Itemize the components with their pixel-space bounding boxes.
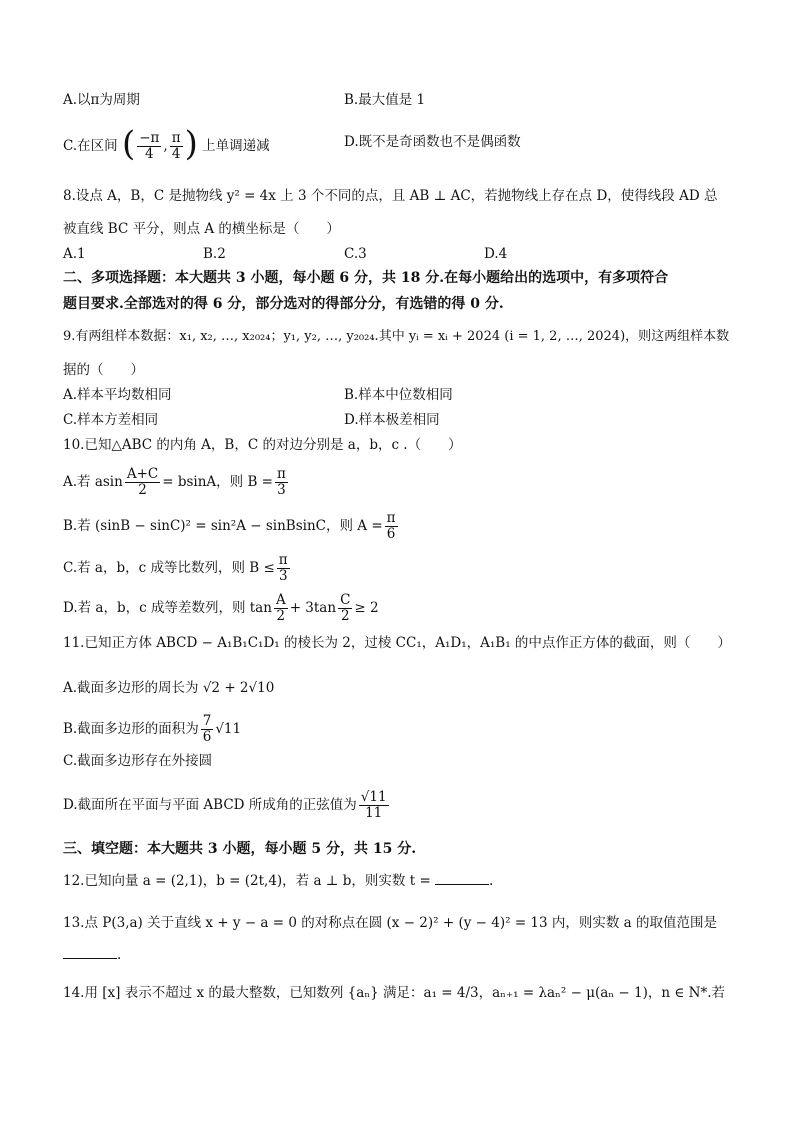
q11-option-a: A.截面多边形的周长为 √2 + 2√10 bbox=[63, 680, 275, 696]
q11-option-b: B.截面多边形的面积为 $\frac{7}{6}$ √11 bbox=[63, 713, 242, 745]
q7-frac-pi-4: $\frac{\pi}{4}$ bbox=[171, 130, 181, 162]
q8-stem-line1: 8.设点 A，B，C 是抛物线 y² = 4x 上 3 个不同的点，且 AB ⊥ AC，若抛物线上存在点 D，使得线段 AD 总 bbox=[63, 188, 718, 204]
q10-option-d: D.若 a，b，c 成等差数列，则 tan $\frac{A}{2}$ + 3tan $\frac{C}{2}$ ≥ 2 bbox=[63, 592, 379, 624]
q9-stem-line1: 9.有两组样本数据：x₁, x₂, …, x₂₀₂₄；y₁, y₂, …, y₂₀₂₄.其中 yᵢ = xᵢ + 2024 (i = 1, 2, …, 2024)，则这两组样本数 bbox=[63, 329, 730, 344]
section2-heading-line2: 题目要求.全部选对的得 6 分，部分选对的得部分分，有选错的得 0 分. bbox=[63, 296, 504, 312]
q9-option-d: D.样本极差相同 bbox=[344, 412, 440, 428]
q8-option-c: C.3 bbox=[344, 246, 367, 262]
q11-option-c: C.截面多边形存在外接圆 bbox=[63, 753, 213, 769]
q10-frac-pi-3: $\frac{\pi}{3}$ bbox=[276, 466, 286, 498]
q11-sqrt11: √11 bbox=[215, 721, 242, 737]
q12-stem: 12.已知向量 a = (2,1)，b = (2t,4)，若 a ⊥ b，则实数 t = . bbox=[63, 870, 735, 892]
q7-option-c-suffix: 上单调递减 bbox=[202, 138, 270, 154]
q8-option-b: B.2 bbox=[203, 246, 226, 262]
q7-option-b-text: B.最大值是 1 bbox=[344, 92, 426, 108]
q7-option-d-text: D.既不是奇函数也不是偶函数 bbox=[344, 134, 521, 150]
q9-option-c: C.样本方差相同 bbox=[63, 412, 159, 428]
q10-frac-pi-3b: $\frac{\pi}{3}$ bbox=[278, 552, 288, 584]
q8-option-d: D.4 bbox=[484, 246, 508, 262]
q7-option-c: C.在区间 ( $\frac{-\pi}{4}$ , $\frac{\pi}{4}$ ) 上单调递减 bbox=[63, 123, 270, 164]
q10-stem: 10.已知△ABC 的内角 A，B，C 的对边分别是 a，b，c .（ ） bbox=[63, 437, 462, 453]
q8-stem-line2: 被直线 BC 平分，则点 A 的横坐标是（ ） bbox=[63, 221, 340, 237]
q11-stem: 11.已知正方体 ABCD − A₁B₁C₁D₁ 的棱长为 2，过棱 CC₁，A₁D₁，A₁B₁ 的中点作正方体的截面，则（ ） bbox=[63, 635, 731, 651]
q10-option-a: A.若 asin $\frac{A+C}{2}$ = bsinA，则 B = $\frac{\pi}{3}$ bbox=[63, 466, 286, 498]
q10-option-c: C.若 a，b，c 成等比数列，则 B ≤ $\frac{\pi}{3}$ bbox=[63, 552, 288, 584]
q13-answer-line: . bbox=[63, 944, 735, 966]
q11-frac-sqrt11-11: $\frac{√11}{11}$ bbox=[360, 789, 387, 821]
q10-frac-pi-6: $\frac{\pi}{6}$ bbox=[386, 510, 396, 542]
q9-option-b: B.样本中位数相同 bbox=[344, 387, 453, 403]
q9-option-a: A.样本平均数相同 bbox=[63, 387, 172, 403]
q7-option-c-prefix: C.在区间 bbox=[63, 138, 118, 154]
q10-frac-a-2: $\frac{A}{2}$ bbox=[275, 592, 286, 624]
q11-frac-7-6: $\frac{7}{6}$ bbox=[202, 713, 212, 745]
q12-answer-blank[interactable] bbox=[435, 870, 489, 885]
q13-answer-blank[interactable] bbox=[63, 944, 117, 959]
q10-frac-a-plus-c: $\frac{A+C}{2}$ bbox=[126, 466, 159, 498]
q7-option-b bbox=[344, 89, 425, 111]
q7-option-a-text: A.以π为周期 bbox=[63, 92, 140, 108]
q7-frac-neg-pi-4: $\frac{-\pi}{4}$ bbox=[139, 130, 160, 162]
q8-option-a: A.1 bbox=[63, 246, 86, 262]
q9-stem-line2: 据的（ ） bbox=[63, 362, 144, 378]
q14-stem-line1: 14.用 [x] 表示不超过 x 的最大整数，已知数列 {aₙ} 满足：a₁ = 4/3，aₙ₊₁ = λaₙ² − μ(aₙ − 1)，n ∈ N*.若 bbox=[63, 985, 726, 1001]
q10-frac-c-2: $\frac{C}{2}$ bbox=[340, 592, 351, 624]
section3-heading: 三、填空题：本大题共 3 小题，每小题 5 分，共 15 分. bbox=[63, 841, 417, 857]
q11-option-d: D.截面所在平面与平面 ABCD 所成角的正弦值为 $\frac{√11}{11}$ bbox=[63, 789, 387, 821]
section2-heading-line1: 二、多项选择题：本大题共 3 小题，每小题 6 分，共 18 分.在每小题给出的选项中，有多项符合 bbox=[63, 270, 669, 286]
q10-option-b: B.若 (sinB − sinC)² = sin²A − sinBsinC，则 A = $\frac{\pi}{6}$ bbox=[63, 510, 396, 542]
q7-option-d bbox=[344, 131, 521, 153]
q13-stem-line1: 13.点 P(3,a) 关于直线 x + y − a = 0 的对称点在圆 (x − 2)² + (y − 4)² = 13 内，则实数 a 的取值范围是 bbox=[63, 915, 718, 931]
